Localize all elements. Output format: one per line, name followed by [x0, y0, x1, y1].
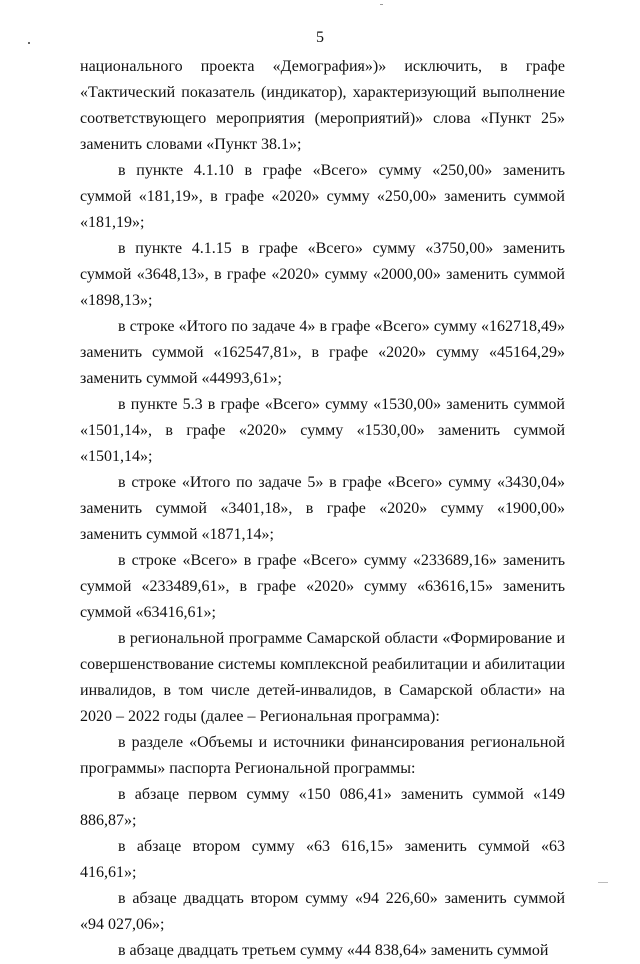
paragraph-5: в пункте 5.3 в графе «Всего» сумму «1530,00» заменить суммой «1501,14», в графе «2020» сумму «1530,00» заменить суммой «1501,14»;: [80, 396, 565, 465]
paragraph-1: национального проекта «Демография»)» исключить, в графе «Тактический показатель (индикатор), характеризующий выполнение соответствующего мероприятия (мероприятий)» слова «Пункт 25» заменить словами «Пункт 38.1»;: [80, 58, 565, 153]
paragraph-9: в разделе «Объемы и источники финансирования региональной программы» паспорта Региональной программы:: [80, 734, 565, 777]
paragraph-6: в строке «Итого по задаче 5» в графе «Всего» сумму «3430,04» заменить суммой «3401,18», в графе «2020» сумму «1900,00» заменить суммой «1871,14»;: [80, 474, 565, 543]
scan-speck: [28, 42, 30, 44]
paragraph-2: в пункте 4.1.10 в графе «Всего» сумму «250,00» заменить суммой «181,19», в графе «2020» сумму «250,00» заменить суммой «181,19»;: [80, 162, 565, 231]
paragraph-7: в строке «Всего» в графе «Всего» сумму «233689,16» заменить суммой «233489,61», в графе «2020» сумму «63616,15» заменить суммой «63416,61»;: [80, 552, 565, 621]
scan-speck: [380, 4, 383, 5]
paragraph-8: в региональной программе Самарской области «Формирование и совершенствование системы комплексной реабилитации и абилитации инвалидов, в том числе детей-инвалидов, в Самарской области» на 2020 – 2022 годы (далее – Региональная программа):: [80, 630, 565, 725]
scan-speck: [598, 882, 608, 883]
document-body: [80, 54, 565, 964]
paragraph-13: в абзаце двадцать третьем сумму «44 838,64» заменить суммой: [118, 942, 549, 959]
paragraph-10: в абзаце первом сумму «150 086,41» заменить суммой «149 886,87»;: [80, 786, 565, 829]
paragraph-4: в строке «Итого по задаче 4» в графе «Всего» сумму «162718,49» заменить суммой «162547,81», в графе «2020» сумму «45164,29» заменить суммой «44993,61»;: [80, 318, 565, 387]
paragraph-3: в пункте 4.1.15 в графе «Всего» сумму «3750,00» заменить суммой «3648,13», в графе «2020» сумму «2000,00» заменить суммой «1898,13»;: [80, 240, 565, 309]
page-number: 5: [316, 29, 324, 46]
paragraph-11: в абзаце втором сумму «63 616,15» заменить суммой «63 416,61»;: [80, 838, 565, 881]
paragraph-12: в абзаце двадцать втором сумму «94 226,60» заменить суммой «94 027,06»;: [80, 890, 565, 933]
